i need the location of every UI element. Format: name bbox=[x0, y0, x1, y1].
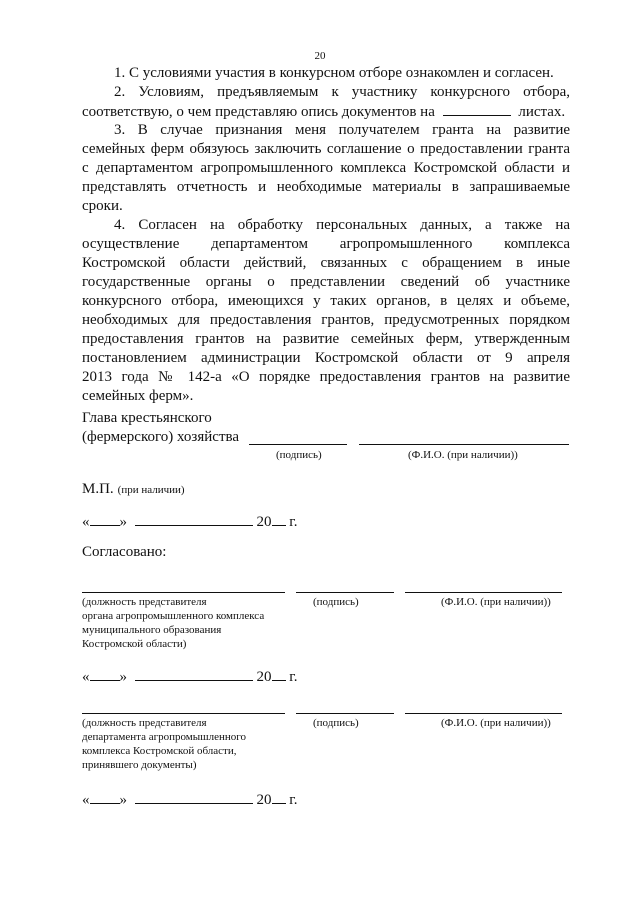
date-quote-close: » bbox=[119, 792, 127, 808]
text-line: 3. В случае признания меня получателем гранта на развитие bbox=[114, 122, 570, 138]
text-line: Костромской области действий, связанных с обращением в иные bbox=[82, 255, 570, 271]
date-quote-open: « bbox=[82, 792, 90, 808]
head-title-line2: (фермерского) хозяйства bbox=[82, 429, 240, 445]
block2-signature-line bbox=[296, 713, 394, 714]
block1-fio-line bbox=[405, 592, 562, 593]
caption-line: (должность представителя bbox=[82, 717, 207, 729]
day-blank bbox=[90, 790, 120, 804]
text-line: 2. Условиям, предъявляемым к участнику конкурсного отбора, bbox=[114, 84, 570, 100]
block1-signature-line bbox=[296, 592, 394, 593]
block2-fio-line bbox=[405, 713, 562, 714]
pages-count-blank bbox=[443, 102, 511, 116]
caption-line: органа агропромышленного комплекса bbox=[82, 610, 265, 622]
caption-line: комплекса Костромской области, bbox=[82, 745, 237, 757]
paragraph-1 bbox=[82, 64, 570, 83]
year-prefix: 20 bbox=[256, 669, 272, 685]
block1-position-line bbox=[82, 592, 285, 593]
text-segment: листах. bbox=[518, 104, 566, 120]
date-quote-close: » bbox=[119, 514, 127, 530]
year-suffix: г. bbox=[289, 669, 298, 685]
caption-line: Костромской области) bbox=[82, 638, 187, 650]
text-line: 1. С условиями участия в конкурсном отборе ознакомлен и согласен. bbox=[114, 65, 554, 81]
year-prefix: 20 bbox=[256, 792, 272, 808]
head-title-line1: Глава крестьянского bbox=[82, 410, 212, 426]
year-blank bbox=[272, 667, 286, 681]
month-blank bbox=[135, 667, 253, 681]
text-line: конкурсного отбора, имеющихся у таких органов, в целях и объеме, bbox=[82, 293, 570, 309]
date-line-1 bbox=[82, 512, 297, 531]
agreed-heading: Согласовано: bbox=[82, 544, 167, 560]
head-fio-caption: (Ф.И.О. (при наличии)) bbox=[408, 449, 518, 461]
text-line: представлять отчетность и необходимые материалы в запрашиваемые bbox=[82, 179, 570, 195]
stamp-line bbox=[82, 480, 185, 498]
caption-line: принявшего документы) bbox=[82, 759, 197, 771]
block2-fio-caption: (Ф.И.О. (при наличии)) bbox=[441, 717, 551, 729]
block2-position-line bbox=[82, 713, 285, 714]
text-line: постановлением администрации Костромской области от 9 апреля bbox=[82, 350, 570, 366]
head-fio-line bbox=[359, 444, 569, 445]
stamp-label: М.П. bbox=[82, 481, 114, 497]
month-blank bbox=[135, 512, 253, 526]
head-signature-caption: (подпись) bbox=[276, 449, 322, 461]
text-line: государственные органы о представлении сведений об участнике bbox=[82, 274, 570, 290]
text-line-with-blank bbox=[82, 102, 570, 121]
block1-position-caption bbox=[82, 595, 264, 651]
year-blank bbox=[272, 512, 286, 526]
text-line: семейных ферм». bbox=[82, 388, 194, 404]
text-line: 4. Согласен на обработку персональных данных, а также на bbox=[114, 217, 570, 233]
paragraph-3 bbox=[82, 121, 570, 216]
block1-signature-caption: (подпись) bbox=[313, 596, 359, 608]
caption-line: (должность представителя bbox=[82, 596, 207, 608]
text-line: необходимых для предоставления грантов, предусмотренных порядком bbox=[82, 312, 570, 328]
date-quote-close: » bbox=[119, 669, 127, 685]
text-line: 2013 года № 142-а «О порядке предоставления грантов на развитие bbox=[82, 369, 570, 385]
caption-line: муниципального образования bbox=[82, 624, 222, 636]
date-line-3 bbox=[82, 790, 297, 809]
text-line: предоставления грантов на развитие семейных ферм, утвержденным bbox=[82, 331, 570, 347]
date-quote-open: « bbox=[82, 514, 90, 530]
stamp-note: (при наличии) bbox=[117, 484, 185, 496]
block2-signature-caption: (подпись) bbox=[313, 717, 359, 729]
paragraph-2 bbox=[82, 83, 570, 121]
month-blank bbox=[135, 790, 253, 804]
year-blank bbox=[272, 790, 286, 804]
text-line: с департаментом агропромышленного комплекса Костромской области и bbox=[82, 160, 570, 176]
block1-fio-caption: (Ф.И.О. (при наличии)) bbox=[441, 596, 551, 608]
text-line: осуществление департаментом агропромышленного комплекса bbox=[82, 236, 570, 252]
year-prefix: 20 bbox=[256, 514, 272, 530]
head-signature-line bbox=[249, 444, 347, 445]
text-line: семейных ферм обязуюсь заключить соглашение о предоставлении гранта bbox=[82, 141, 570, 157]
date-line-2 bbox=[82, 667, 297, 686]
text-line: сроки. bbox=[82, 198, 123, 214]
date-quote-open: « bbox=[82, 669, 90, 685]
year-suffix: г. bbox=[289, 514, 298, 530]
day-blank bbox=[90, 512, 120, 526]
text-segment: соответствую, о чем представляю опись документов на bbox=[82, 104, 435, 120]
paragraph-4 bbox=[82, 216, 570, 406]
caption-line: департамента агропромышленного bbox=[82, 731, 247, 743]
year-suffix: г. bbox=[289, 792, 298, 808]
day-blank bbox=[90, 667, 120, 681]
page-number: 20 bbox=[314, 50, 326, 62]
block2-position-caption bbox=[82, 716, 246, 772]
